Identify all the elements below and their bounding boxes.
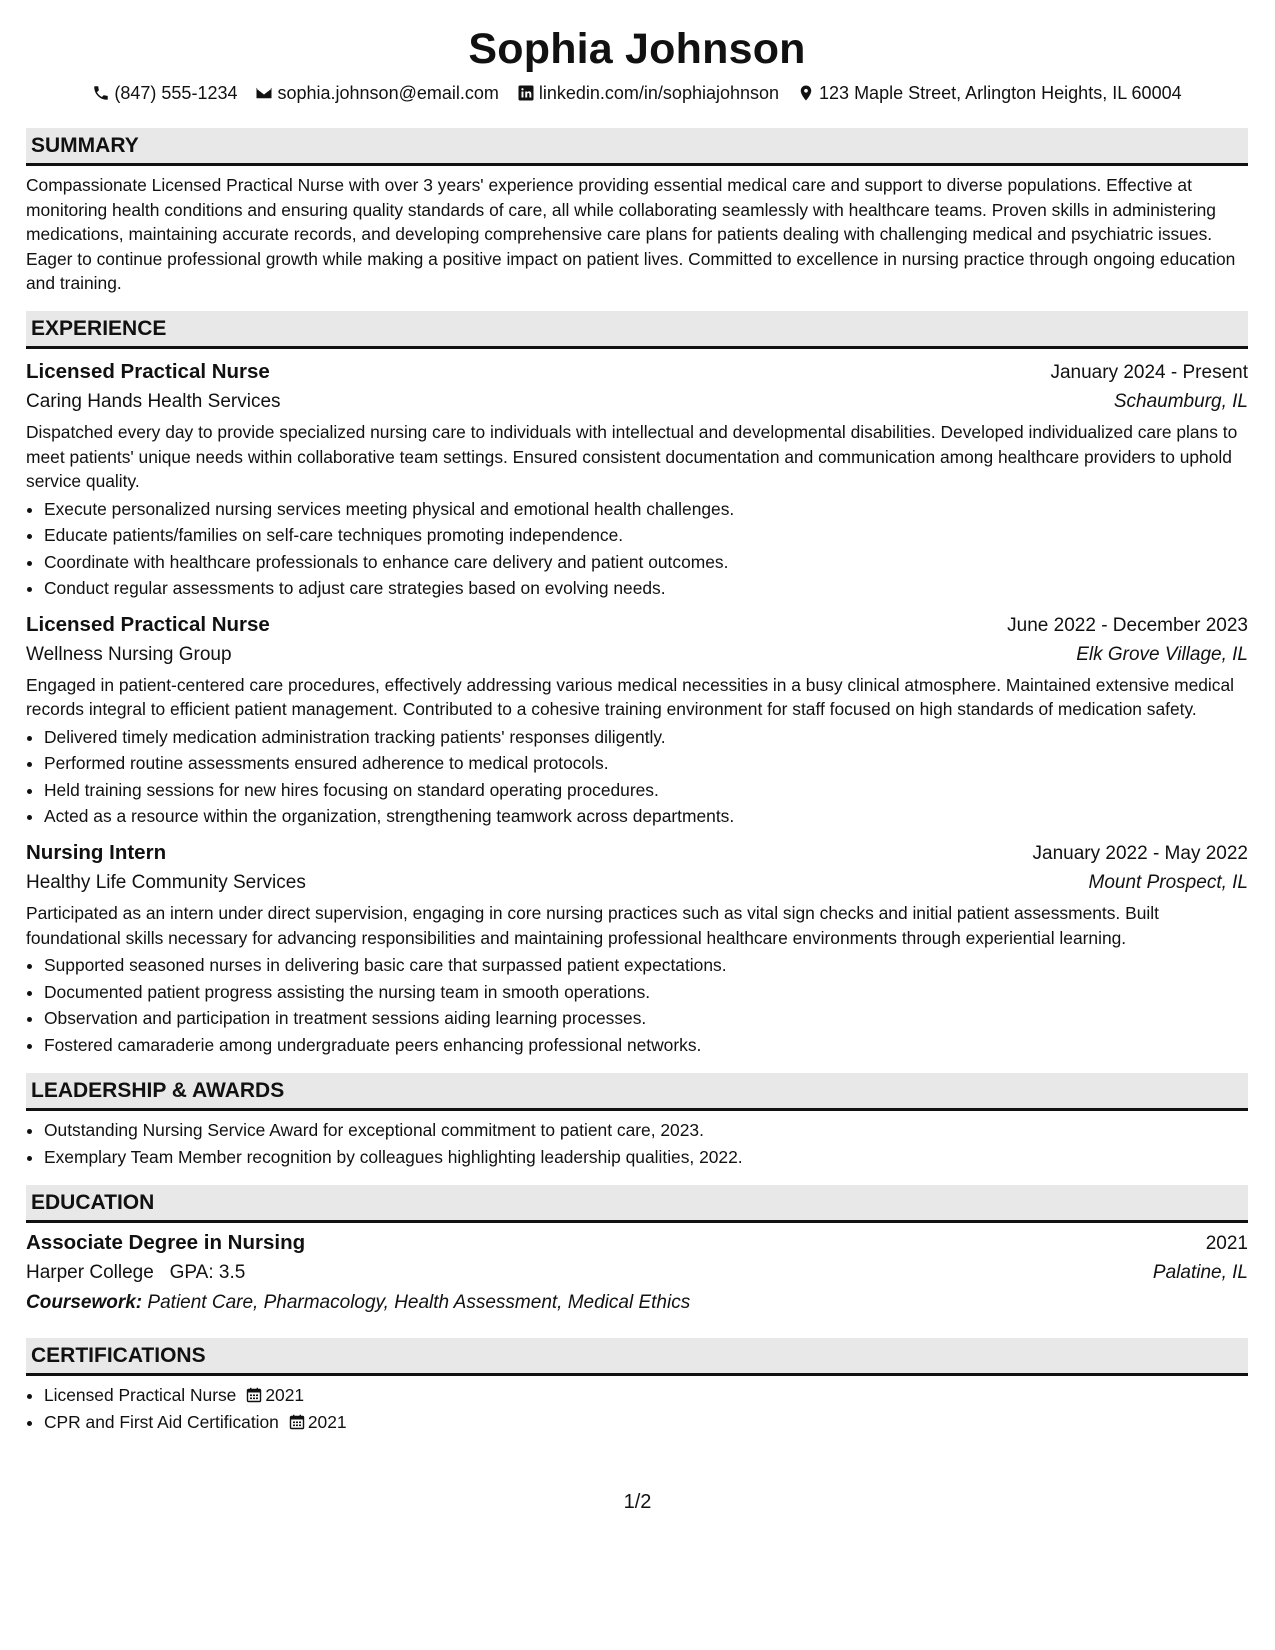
job-description: Participated as an intern under direct supervision, engaging in core nursing practices such as vital sign checks and initial patient assessments. Built foundational skills necessary for advancing responsibilities and maintaining professional healthcare environments through experiential learning. xyxy=(26,902,1159,948)
job-entry xyxy=(26,358,1248,602)
linkedin-icon xyxy=(517,84,535,102)
list-item: • Educate patients/families on self-care techniques promoting independence. xyxy=(44,522,1248,549)
graduation-year: 2021 xyxy=(1205,1233,1248,1255)
job-date: January 2024 - Present xyxy=(1050,361,1248,383)
job-title: Licensed Practical Nurse xyxy=(26,359,270,383)
phone-icon xyxy=(92,84,110,102)
contact-linkedin[interactable] xyxy=(517,81,779,105)
list-item: • Execute personalized nursing services meeting physical and emotional health challenges. xyxy=(44,496,1248,523)
section-heading-summary: SUMMARY xyxy=(26,128,1248,166)
coursework-list: Patient Care, Pharmacology, Health Assessment, Medical Ethics xyxy=(147,1292,691,1314)
job-date: January 2022 - May 2022 xyxy=(1032,842,1248,864)
section-heading-certifications: CERTIFICATIONS xyxy=(26,1338,1248,1376)
job-org-row xyxy=(26,640,1248,670)
cert-date xyxy=(246,1382,304,1409)
list-item: • Acted as a resource within the organization, strengthening teamwork across departments. xyxy=(44,803,1248,830)
list-item: • Documented patient progress assisting the nursing team in smooth operations. xyxy=(44,979,1248,1006)
cert-year: 2021 xyxy=(307,1411,347,1432)
map-pin-icon xyxy=(797,84,815,102)
contact-email[interactable] xyxy=(255,81,498,105)
job-header-row xyxy=(26,839,1248,868)
job-header-row xyxy=(26,358,1248,387)
job-org-row xyxy=(26,868,1248,898)
job-organization: Healthy Life Community Services xyxy=(26,871,306,893)
list-item xyxy=(44,1409,1248,1436)
list-item: • Delivered timely medication administration tracking patients' responses diligently. xyxy=(44,724,1248,751)
list-item: • Fostered camaraderie among undergraduate peers enhancing professional networks. xyxy=(44,1032,1248,1059)
calendar-icon xyxy=(289,1414,305,1430)
job-header-row xyxy=(26,611,1248,640)
address-text: 123 Maple Street, Arlington Heights, IL 60004 xyxy=(819,83,1182,103)
cert-year: 2021 xyxy=(265,1385,305,1406)
job-title: Nursing Intern xyxy=(26,840,167,864)
awards-list xyxy=(26,1117,1248,1170)
job-description: Engaged in patient-centered care procedures, effectively addressing various medical necessities in a busy clinical atmosphere. Maintained extensive medical records integral to efficient patient management. Contributed to a cohesive training environment for staff focused on high standards of medication safety. xyxy=(26,674,1235,720)
job-bullets xyxy=(26,952,1248,1058)
cert-row xyxy=(44,1382,1248,1409)
email-text[interactable]: sophia.johnson@email.com xyxy=(277,83,499,103)
coursework-label: Coursework: xyxy=(26,1292,143,1314)
degree: Associate Degree in Nursing xyxy=(26,1231,306,1255)
phone-text: (847) 555-1234 xyxy=(114,83,238,103)
job-title: Licensed Practical Nurse xyxy=(26,612,270,636)
job-organization: Caring Hands Health Services xyxy=(26,390,281,412)
job-location: Elk Grove Village, IL xyxy=(1076,643,1248,665)
summary-text: Compassionate Licensed Practical Nurse with over 3 years' experience providing essential medical care and support to diverse populations. Effective at monitoring health conditions and ensuring quality standards of care, all while collaborating seamlessly with healthcare teams. Proven skills in administering medications, maintaining accurate records, and developing comprehensive care plans for patients dealing with challenging medical and psychiatric issues. Eager to continue professional growth while making a positive impact on patient lives. Committed to excellence in nursing practice through ongoing education and training. xyxy=(26,175,1236,294)
job-date: June 2022 - December 2023 xyxy=(1007,614,1248,636)
job-description: Dispatched every day to provide specialized nursing care to individuals with intellectual and developmental disabilities. Developed individualized care plans to meet patients' unique needs within collaborative team settings. Ensured consistent documentation and communication among healthcare providers to uphold service quality. xyxy=(26,421,1238,492)
school-location: Palatine, IL xyxy=(1152,1262,1248,1284)
envelope-icon xyxy=(255,84,273,102)
section-heading-awards: LEADERSHIP & AWARDS xyxy=(26,1073,1248,1111)
contact-address xyxy=(797,81,1182,105)
school-line xyxy=(26,1258,245,1288)
calendar-icon xyxy=(246,1387,262,1403)
cert-row xyxy=(44,1409,1248,1436)
coursework xyxy=(26,1288,1248,1318)
list-item: • Performed routine assessments ensured adherence to medical protocols. xyxy=(44,750,1248,777)
job-location: Mount Prospect, IL xyxy=(1088,871,1248,893)
resume-page xyxy=(26,0,1248,1435)
candidate-name: Sophia Johnson xyxy=(468,25,806,73)
cert-name: • Licensed Practical Nurse xyxy=(44,1385,237,1406)
list-item: • Supported seasoned nurses in delivering basic care that surpassed patient expectations. xyxy=(44,952,1248,979)
job-entry xyxy=(26,611,1248,830)
job-bullets xyxy=(26,496,1248,602)
list-item: • Coordinate with healthcare professionals to enhance care delivery and patient outcomes. xyxy=(44,549,1248,576)
school-name: Harper College xyxy=(26,1262,154,1284)
list-item: • Held training sessions for new hires focusing on standard operating procedures. xyxy=(44,777,1248,804)
section-heading-education: EDUCATION xyxy=(26,1185,1248,1223)
cert-name: • CPR and First Aid Certification xyxy=(44,1411,279,1432)
section-heading-experience: EXPERIENCE xyxy=(26,311,1248,349)
education-entry xyxy=(26,1229,1248,1318)
contact-bar xyxy=(26,81,1248,105)
job-bullets xyxy=(26,724,1248,830)
education-school-row xyxy=(26,1258,1248,1288)
page-number: 1/2 xyxy=(623,1491,652,1513)
gpa: GPA: 3.5 xyxy=(169,1262,246,1284)
linkedin-text[interactable]: linkedin.com/in/sophiajohnson xyxy=(538,83,780,103)
job-entry xyxy=(26,839,1248,1058)
list-item: • Conduct regular assessments to adjust care strategies based on evolving needs. xyxy=(44,575,1248,602)
job-org-row xyxy=(26,387,1248,417)
list-item: • Observation and participation in treatment sessions aiding learning processes. xyxy=(44,1005,1248,1032)
contact-phone xyxy=(92,81,237,105)
job-organization: Wellness Nursing Group xyxy=(26,643,232,665)
job-location: Schaumburg, IL xyxy=(1113,390,1248,412)
certifications-list xyxy=(26,1382,1248,1435)
list-item: • Outstanding Nursing Service Award for exceptional commitment to patient care, 2023. xyxy=(44,1117,1248,1144)
education-header-row xyxy=(26,1229,1248,1258)
list-item: • Exemplary Team Member recognition by colleagues highlighting leadership qualities, 2022. xyxy=(44,1144,1248,1171)
cert-date xyxy=(289,1409,347,1436)
list-item xyxy=(44,1382,1248,1409)
